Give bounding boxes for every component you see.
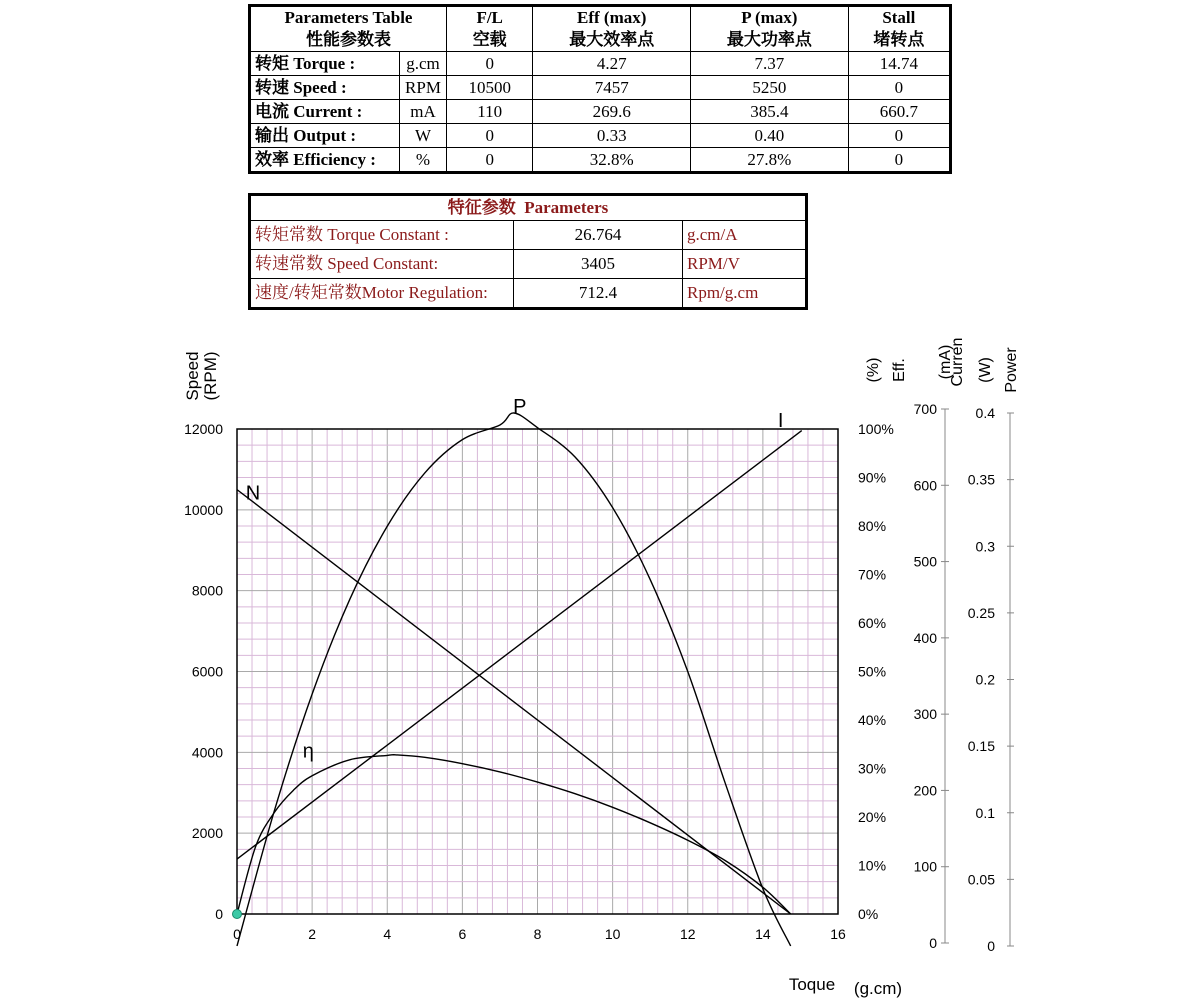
efficiency-tick-label: 40%	[858, 712, 887, 728]
cell-eff: 269.6	[533, 100, 691, 124]
row-label: 转速常数 Speed Constant:	[250, 250, 514, 279]
current-tick-label: 300	[913, 706, 937, 723]
efficiency-tick-label: 60%	[858, 615, 887, 631]
row-unit: RPM/V	[683, 250, 807, 279]
cell-fl: 0	[447, 124, 533, 148]
x-axis-unit: (g.cm)	[853, 979, 903, 998]
efficiency-tick-label: 30%	[858, 760, 887, 777]
cell-eff: 32.8%	[533, 148, 691, 173]
chart-curves	[233, 413, 802, 946]
row-unit: Rpm/g.cm	[683, 279, 807, 309]
speed-axis-label: Speed	[183, 351, 202, 401]
cell-fl: 0	[447, 52, 533, 76]
power-tick-label: 0.35	[967, 471, 995, 488]
x-tick-label: 6	[458, 926, 467, 942]
origin-dot	[233, 910, 242, 919]
cell-pmax: 7.37	[691, 52, 849, 76]
efficiency-tick-label: 90%	[858, 469, 887, 486]
speed-tick-label: 6000	[191, 663, 223, 680]
header-cell-eff-max: Eff (max) 最大效率点	[533, 6, 691, 52]
x-tick-label: 0	[233, 926, 241, 942]
row-unit: %	[400, 148, 447, 173]
efficiency-tick-label: 70%	[858, 566, 887, 583]
row-unit: RPM	[400, 76, 447, 100]
power-tick-label: 0.2	[975, 671, 995, 688]
power-axis-unit: (W)	[977, 357, 994, 383]
row-unit: g.cm/A	[683, 221, 807, 250]
current-tick-label: 500	[913, 553, 937, 570]
row-unit: mA	[400, 100, 447, 124]
speed-axis-unit: (RPM)	[201, 351, 220, 401]
cell-pmax: 27.8%	[691, 148, 849, 173]
efficiency-tick-label: 100%	[858, 421, 894, 437]
cell-eff: 7457	[533, 76, 691, 100]
current-axis-unit: (mA)	[937, 344, 954, 380]
power-tick-label: 0.4	[975, 405, 995, 421]
cell-stall: 0	[848, 76, 950, 100]
cell-pmax: 0.40	[691, 124, 849, 148]
row-label: 效率 Efficiency :	[250, 148, 400, 173]
chart-axes	[184, 401, 1014, 954]
row-unit: g.cm	[400, 52, 447, 76]
x-tick-label: 14	[755, 926, 771, 942]
series-i-curve	[237, 431, 802, 860]
cell-pmax: 385.4	[691, 100, 849, 124]
cell-stall: 0	[848, 148, 950, 173]
cell-pmax: 5250	[691, 76, 849, 100]
power-tick-label: 0.1	[975, 804, 995, 821]
power-tick-label: 0.25	[967, 604, 995, 621]
x-tick-label: 4	[383, 926, 392, 942]
cell-fl: 110	[447, 100, 533, 124]
row-value: 26.764	[514, 221, 683, 250]
header-cell-fl: F/L 空载	[447, 6, 533, 52]
cell-fl: 0	[447, 148, 533, 173]
chart-labels	[183, 338, 1020, 998]
cell-eff: 0.33	[533, 124, 691, 148]
series-eta-curve	[237, 755, 791, 914]
header-cell-stall: Stall 堵转点	[848, 6, 950, 52]
efficiency-tick-label: 0%	[858, 906, 879, 922]
cell-eff: 4.27	[533, 52, 691, 76]
cell-stall: 0	[848, 124, 950, 148]
row-unit: W	[400, 124, 447, 148]
row-label: 速度/转矩常数Motor Regulation:	[250, 279, 514, 309]
current-tick-label: 600	[913, 477, 937, 494]
row-label: 转速 Speed :	[250, 76, 400, 100]
efficiency-tick-label: 50%	[858, 663, 887, 680]
speed-tick-label: 8000	[191, 582, 223, 599]
row-label: 电流 Current :	[250, 100, 400, 124]
current-tick-label: 0	[929, 935, 937, 951]
current-tick-label: 200	[913, 782, 937, 799]
header-cell-parameters: Parameters Table 性能参数表	[250, 6, 447, 52]
power-tick-label: 0.15	[967, 738, 995, 755]
x-tick-label: 10	[604, 926, 621, 942]
speed-tick-label: 4000	[191, 744, 223, 761]
x-tick-label: 2	[308, 926, 317, 942]
speed-tick-label: 12000	[184, 421, 223, 437]
series-eta-label: η	[302, 740, 314, 763]
current-axis-label: Curren	[949, 337, 966, 387]
power-axis-label: Power	[1003, 347, 1020, 393]
characteristic-header: 特征参数 Parameters	[250, 195, 807, 221]
speed-tick-label: 10000	[184, 501, 223, 518]
power-tick-label: 0.05	[967, 871, 995, 888]
current-tick-label: 400	[913, 629, 937, 646]
x-tick-label: 12	[679, 926, 696, 942]
efficiency-tick-label: 20%	[858, 809, 887, 825]
x-tick-label: 8	[533, 926, 542, 942]
row-value: 3405	[514, 250, 683, 279]
x-axis-label: Toque	[788, 975, 836, 994]
cell-stall: 14.74	[848, 52, 950, 76]
power-tick-label: 0	[987, 938, 995, 954]
series-p-label: P	[513, 396, 527, 418]
row-value: 712.4	[514, 279, 683, 309]
series-i-label: I	[777, 409, 784, 432]
row-label: 输出 Output :	[250, 124, 400, 148]
cell-stall: 660.7	[848, 100, 950, 124]
efficiency-tick-label: 80%	[858, 518, 887, 534]
efficiency-axis-unit: (%)	[865, 357, 882, 383]
row-label: 转矩 Torque :	[250, 52, 400, 76]
power-tick-label: 0.3	[975, 538, 995, 555]
current-tick-label: 700	[913, 401, 937, 417]
speed-tick-label: 0	[215, 906, 223, 922]
series-p-curve	[237, 413, 791, 946]
series-n-label: N	[245, 482, 261, 505]
efficiency-tick-label: 10%	[858, 857, 887, 874]
efficiency-axis-label: Eff.	[891, 358, 908, 382]
row-label: 转矩常数 Torque Constant :	[250, 221, 514, 250]
cell-fl: 10500	[447, 76, 533, 100]
speed-tick-label: 2000	[191, 825, 223, 842]
header-cell-p-max: P (max) 最大功率点	[691, 6, 849, 52]
x-tick-label: 16	[830, 926, 846, 942]
chart-grid	[237, 429, 838, 914]
current-tick-label: 100	[913, 858, 937, 875]
